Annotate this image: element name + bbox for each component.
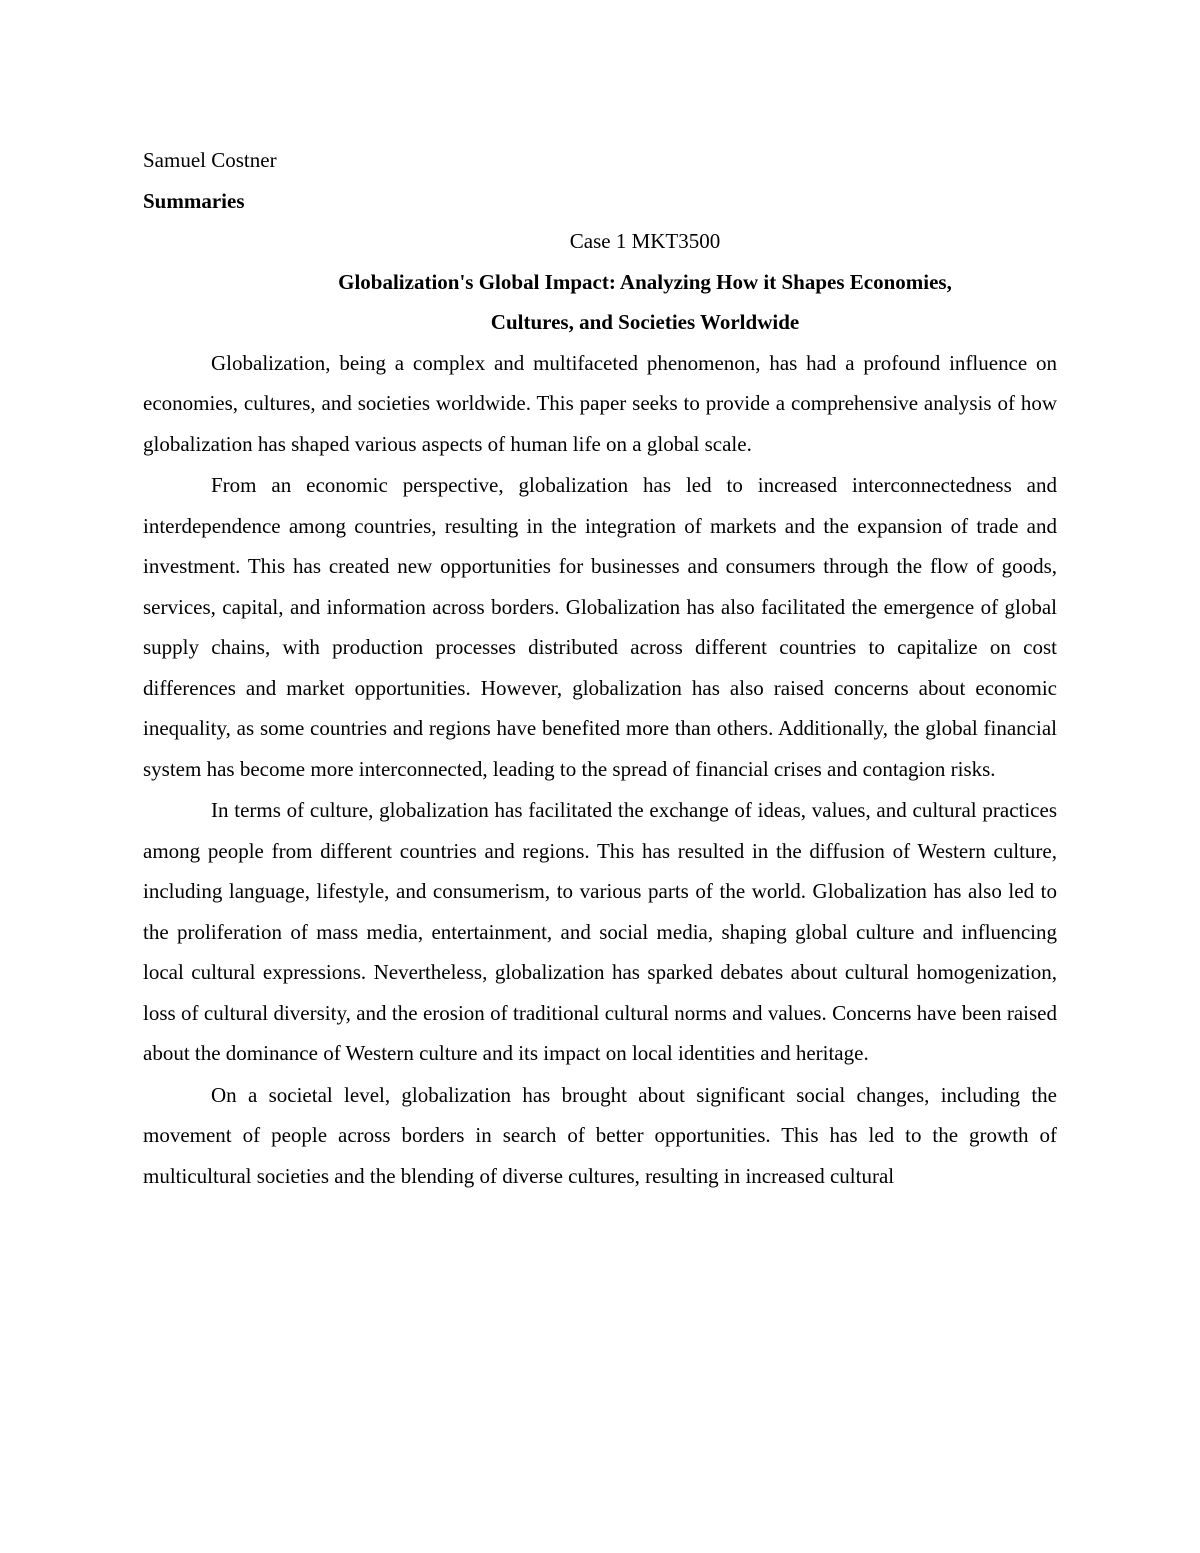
paper-title (143, 262, 1057, 343)
paragraph-societal: On a societal level, globalization has brought about significant social changes, including the movement of people across borders in search of better opportunities. This has led to the growth of multicultural societies and the blending of diverse cultures, resulting in increased cultural (143, 1082, 1057, 1188)
document-body (143, 140, 1057, 1196)
section-label: Summaries (143, 188, 245, 213)
paragraph-cultural: In terms of culture, globalization has facilitated the exchange of ideas, values, and cultural practices among people from different countries and regions. This has resulted in the diffusion of Western culture, including language, lifestyle, and consumerism, to various parts of the world. Globalization has also led to the proliferation of mass media, entertainment, and social media, shaping global culture and influencing local cultural expressions. Nevertheless, globalization has sparked debates about cultural homogenization, loss of cultural diversity, and the erosion of traditional cultural norms and values. Concerns have been raised about the dominance of Western culture and its impact on local identities and heritage. (143, 798, 1057, 1065)
paragraph-economic: From an economic perspective, globalization has led to increased interconnectedness and interdependence among countries, resulting in the integration of markets and the expansion of trade and investment. This has created new opportunities for businesses and consumers through the flow of goods, services, capital, and information across borders. Globalization has also facilitated the emergence of global supply chains, with production processes distributed across different countries to capitalize on cost differences and market opportunities. However, globalization has also raised concerns about economic inequality, as some countries and regions have benefited more than others. Additionally, the global financial system has become more interconnected, leading to the spread of financial crises and contagion risks. (143, 473, 1057, 781)
paper-title-line-2: Cultures, and Societies Worldwide (490, 310, 800, 334)
author-name: Samuel Costner (143, 148, 277, 172)
paper-title-line-1: Globalization's Global Impact: Analyzing How it Shapes Economies, (338, 269, 952, 294)
case-title: Case 1 MKT3500 (569, 229, 721, 253)
paragraph-intro: Globalization, being a complex and multifaceted phenomenon, has had a profound influence on economies, cultures, and societies worldwide. This paper seeks to provide a comprehensive analysis of how globalization has shaped various aspects of human life on a global scale. (143, 350, 1057, 456)
